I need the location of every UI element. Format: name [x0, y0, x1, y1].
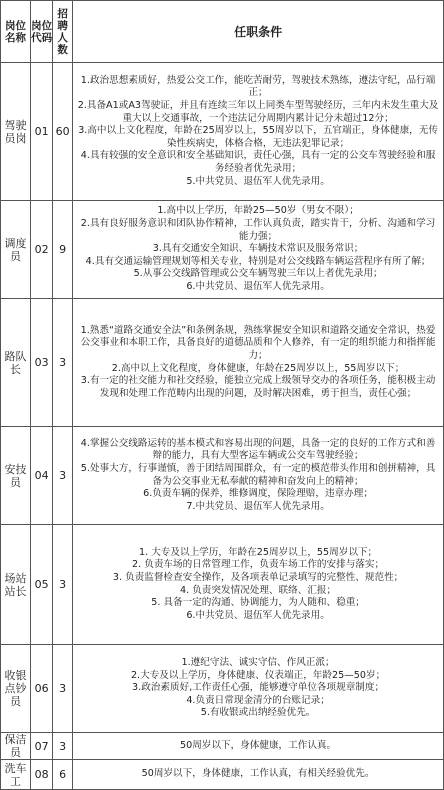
- requirement-item: 50周岁以下，身体健康，工作认真。: [180, 739, 337, 751]
- recruit-count: 9: [53, 201, 73, 299]
- requirement-item: 1.遵纪守法、诚实守信、作风正派；: [181, 657, 335, 669]
- requirement-item: 6.中共党员、退伍军人优先录用。: [186, 280, 330, 292]
- position-name: 洗车工: [1, 760, 31, 790]
- recruit-count: 6: [53, 760, 73, 790]
- position-name: 调度员: [1, 201, 31, 299]
- requirements-cell: [73, 525, 444, 645]
- table-row: [1, 760, 444, 790]
- table-row: [1, 201, 444, 299]
- requirement-item: 50周岁以下，身体健康，工作认真，有相关经验优先。: [141, 768, 375, 780]
- requirement-item: 3.政治素质好,工作责任心强，能够遵守单位各项规章制度；: [132, 682, 385, 694]
- recruit-count: 3: [53, 645, 73, 733]
- requirement-item: 2.具备A1或A3驾驶证，并且有连续三年以上同类车型驾驶经历，三年内未发生重大及重大以上交通事故，一个违法记分周期内累计记分未超过12分；: [77, 100, 439, 124]
- requirements-cell: [73, 63, 444, 201]
- requirements-cell: [73, 645, 444, 733]
- position-name: 保洁员: [1, 733, 31, 760]
- position-name: 场站站长: [1, 525, 31, 645]
- recruit-count: 3: [53, 299, 73, 427]
- table-body: [1, 63, 444, 790]
- position-code: 06: [31, 645, 53, 733]
- requirements-cell: [73, 733, 444, 760]
- header-requirements: 任职条件: [73, 1, 444, 63]
- requirement-item: 5.处事大方，行事谨慎，善于团结周围群众，有一定的模范带头作用和创拼精神，具备为公交事业无私奉献的精神和奋发向上的精神；: [80, 462, 436, 487]
- requirement-item: 3.高中以上文化程度，年龄在25周岁以上，55周岁以下，五官端正，身体健康，无传染性疾病史，体格合格，无违法犯罪记录；: [78, 125, 438, 149]
- requirements-cell: [73, 201, 444, 299]
- requirement-item: 1.高中以上学历，年龄25—50岁（男女不限）；: [157, 205, 359, 217]
- position-code: 01: [31, 63, 53, 201]
- requirements-cell: [73, 760, 444, 790]
- position-code: 03: [31, 299, 53, 427]
- requirement-item: 1.政治思想素质好，热爱公交工作，能吃苦耐劳，驾驶技术熟练，遵法守纪，品行端正；: [80, 74, 436, 99]
- requirement-item: 1.熟悉“道路交通安全法”和条例条规，熟练掌握安全知识和道路交通安全常识，热爱公交事业和本职工作，具备良好的道德品质和个人修养，有一定的组织能力和指挥能力；: [80, 324, 436, 361]
- table-row: [1, 525, 444, 645]
- table-row: [1, 733, 444, 760]
- position-code: 02: [31, 201, 53, 299]
- recruit-count: 3: [53, 733, 73, 760]
- table-row: [1, 645, 444, 733]
- requirements-cell: [73, 427, 444, 525]
- requirement-item: 4. 负责突发情况处理、联络、汇报；: [180, 584, 337, 596]
- requirement-item: 4.负责日常现金清分的台账记录；: [186, 694, 330, 706]
- requirement-item: 2.高中以上文化程度，身体健康，年龄在25周岁以上，55周岁以下；: [111, 362, 405, 374]
- recruit-count: 3: [53, 525, 73, 645]
- requirement-item: 6.中共党员、退伍军人优先录用。: [186, 609, 330, 621]
- position-name: 驾驶员岗: [1, 63, 31, 201]
- requirement-item: 6.负责车辆的保养，维修调度，保险理赔，违章办理；: [143, 488, 373, 500]
- recruit-count: 3: [53, 427, 73, 525]
- position-name: 安技员: [1, 427, 31, 525]
- header-position-name: 岗位名称: [1, 1, 31, 63]
- requirement-item: 5.有收银或出纳经验优先。: [200, 707, 316, 719]
- recruit-count: 60: [53, 63, 73, 201]
- position-code: 08: [31, 760, 53, 790]
- requirement-item: 5.中共党员、退伍军人优先录用。: [186, 175, 330, 187]
- requirement-item: 4.具有交通运输管理规划等相关专业，特别是对公交线路车辆运营程序有所了解；: [85, 255, 431, 267]
- position-code: 07: [31, 733, 53, 760]
- requirements-cell: [73, 299, 444, 427]
- header-recruit-count: 招聘人数: [53, 1, 73, 63]
- position-name: 收银点钞员: [1, 645, 31, 733]
- requirement-item: 4.具有较强的安全意识和安全基础知识，责任心强，具有一定的公交车驾驶经验和服务经验者优先录用；: [80, 150, 436, 174]
- requirement-item: 2.具有良好服务意识和团队协作精神，工作认真负责，踏实肯干，分析、沟通和学习能力强；: [80, 218, 436, 242]
- table-row: [1, 63, 444, 201]
- requirement-item: 5.从事公交线路管理或公交车辆驾驶三年以上者优先录用；: [133, 268, 383, 280]
- header-position-code: 岗位代码: [31, 1, 53, 63]
- requirement-item: 2. 负责车场的日常管理工作，负责车场工作的安排与落实；: [132, 559, 385, 571]
- table-row: [1, 299, 444, 427]
- requirement-item: 3.具有交通安全知识、车辆技术常识及服务常识；: [152, 243, 364, 255]
- table-row: [1, 427, 444, 525]
- requirement-item: 4.掌握公交线路运转的基本模式和容易出现的问题，具备一定的良好的工作方式和善辩的能力，具有大型客运车辆或公交车驾驶经验；: [80, 437, 436, 462]
- table-header: [1, 1, 444, 63]
- position-name: 路队长: [1, 299, 31, 427]
- requirement-item: 2.大专及以上学历，身体健康、仪表端正，年龄25—50岁；: [130, 669, 386, 681]
- position-code: 05: [31, 525, 53, 645]
- requirement-item: 7.中共党员、退伍军人优先录用。: [186, 500, 330, 512]
- requirement-item: 3. 负责监督检查安全操作，及各项表单记录填写的完整性、规范性；: [112, 571, 404, 583]
- position-code: 04: [31, 427, 53, 525]
- requirement-item: 3.有一定的社交能力和社交经验，能独立完成上级领导交办的各项任务，能积极主动发现和处理工作范畴内出现的问题，及时解决困难，勇于担当，责任心强；: [80, 375, 436, 399]
- requirement-item: 1. 大专及以上学历，年龄在25周岁以上，55周岁以下；: [139, 546, 378, 558]
- requirement-item: 5. 具备一定的沟通、协调能力，为人随和、稳重；: [151, 597, 365, 609]
